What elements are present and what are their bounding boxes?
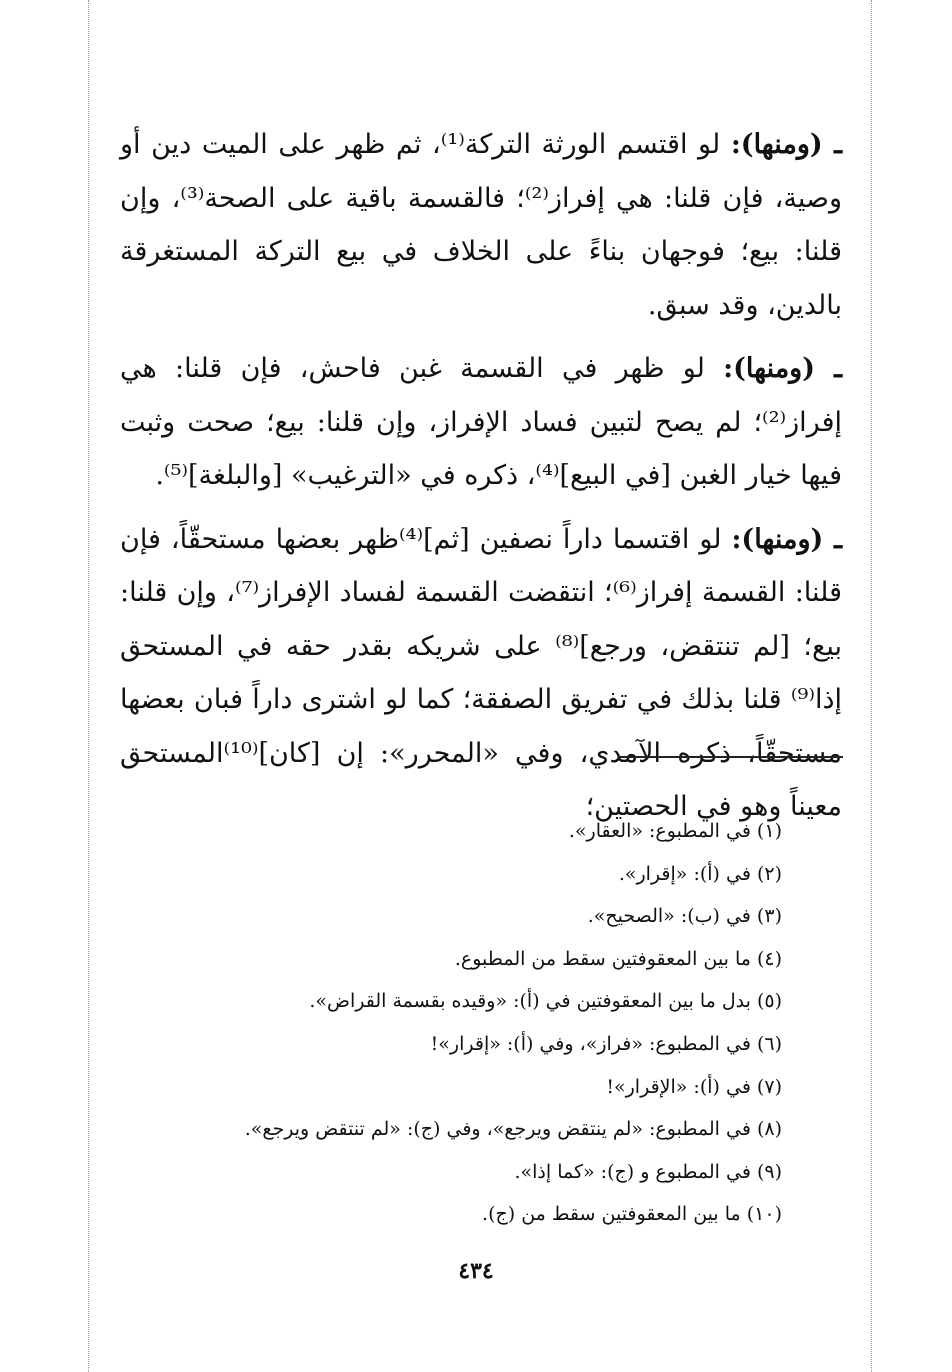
main-text [120, 118, 842, 834]
footnote: (٦) في المطبوع: «فراز»، وفي (أ): «إقرار»! [430, 1032, 782, 1055]
footnote: (٩) في المطبوع و (ج): «كما إذا». [514, 1160, 782, 1183]
margin-line-right [871, 0, 872, 1372]
footnote: (٥) بدل ما بين المعقوفتين في (أ): «وقيده بقسمة القراض». [309, 990, 782, 1013]
footnote: (٨) في المطبوع: «لم ينتقض ويرجع»، وفي (ج): «لم تنتقض ويرجع». [244, 1118, 782, 1141]
paragraph-text: لو ظهر في القسمة غبن فاحش، فإن قلنا: هي إفراز⁽²⁾؛ لم يصح لتبين فساد الإفراز، وإن قلنا: بيع؛ صحت وثبت فيها خيار الغبن [في البيع]⁽⁴⁾، ذكره في «الترغيب» [والبلغة]⁽⁵⁾. [120, 353, 842, 491]
footnotes [142, 810, 782, 1236]
paragraph [120, 118, 842, 332]
footnote: (١) في المطبوع: «العقار». [568, 820, 782, 842]
paragraph [120, 513, 842, 834]
page-number: ٤٣٤ [458, 1258, 494, 1284]
paragraph-lead: ـ (ومنها): [730, 129, 843, 160]
footnote: (٤) ما بين المعقوفتين سقط من المطبوع. [454, 947, 782, 970]
paragraph-text: لو اقتسما داراً نصفين [ثم]⁽⁴⁾ظهر بعضها مستحقّاً، فإن قلنا: القسمة إفراز⁽⁶⁾؛ انتقضت القسمة لفساد الإفراز⁽⁷⁾، وإن قلنا: بيع؛ [لم تنتقض، ورجع]⁽⁸⁾ على شريكه بقدر حقه في المستحق إذا⁽⁹⁾ قلنا بذلك في تفريق الصفقة؛ كما لو اشترى داراً فبان بعضها مستحقّاً، ذكره الآمدي، وفي «المحرر»: إن [كان]⁽¹⁰⁾المستحق معيناً وهو في الحصتين؛ [120, 523, 843, 822]
footnote-divider [618, 756, 843, 758]
paragraph-lead: ـ (ومنها): [731, 523, 842, 555]
paragraph [120, 342, 842, 503]
paragraph-lead: ـ (ومنها): [723, 353, 842, 384]
footnote: (٣) في (ب): «الصحيح». [587, 905, 782, 928]
footnote: (١٠) ما بين المعقوفتين سقط من (ج). [482, 1203, 782, 1226]
footnote: (٢) في (أ): «إقرار». [618, 862, 782, 885]
margin-line-left [88, 0, 89, 1372]
paragraph-text: لو اقتسم الورثة التركة⁽¹⁾، ثم ظهر على الميت دين أو وصية، فإن قلنا: هي إفراز⁽²⁾؛ فالقسمة باقية على الصحة⁽³⁾، وإن قلنا: بيع؛ فوجهان بناءً على الخلاف في بيع التركة المستغرقة بالدين، وقد سبق. [120, 129, 842, 321]
footnote: (٧) في (أ): «الإقرار»! [606, 1075, 782, 1098]
